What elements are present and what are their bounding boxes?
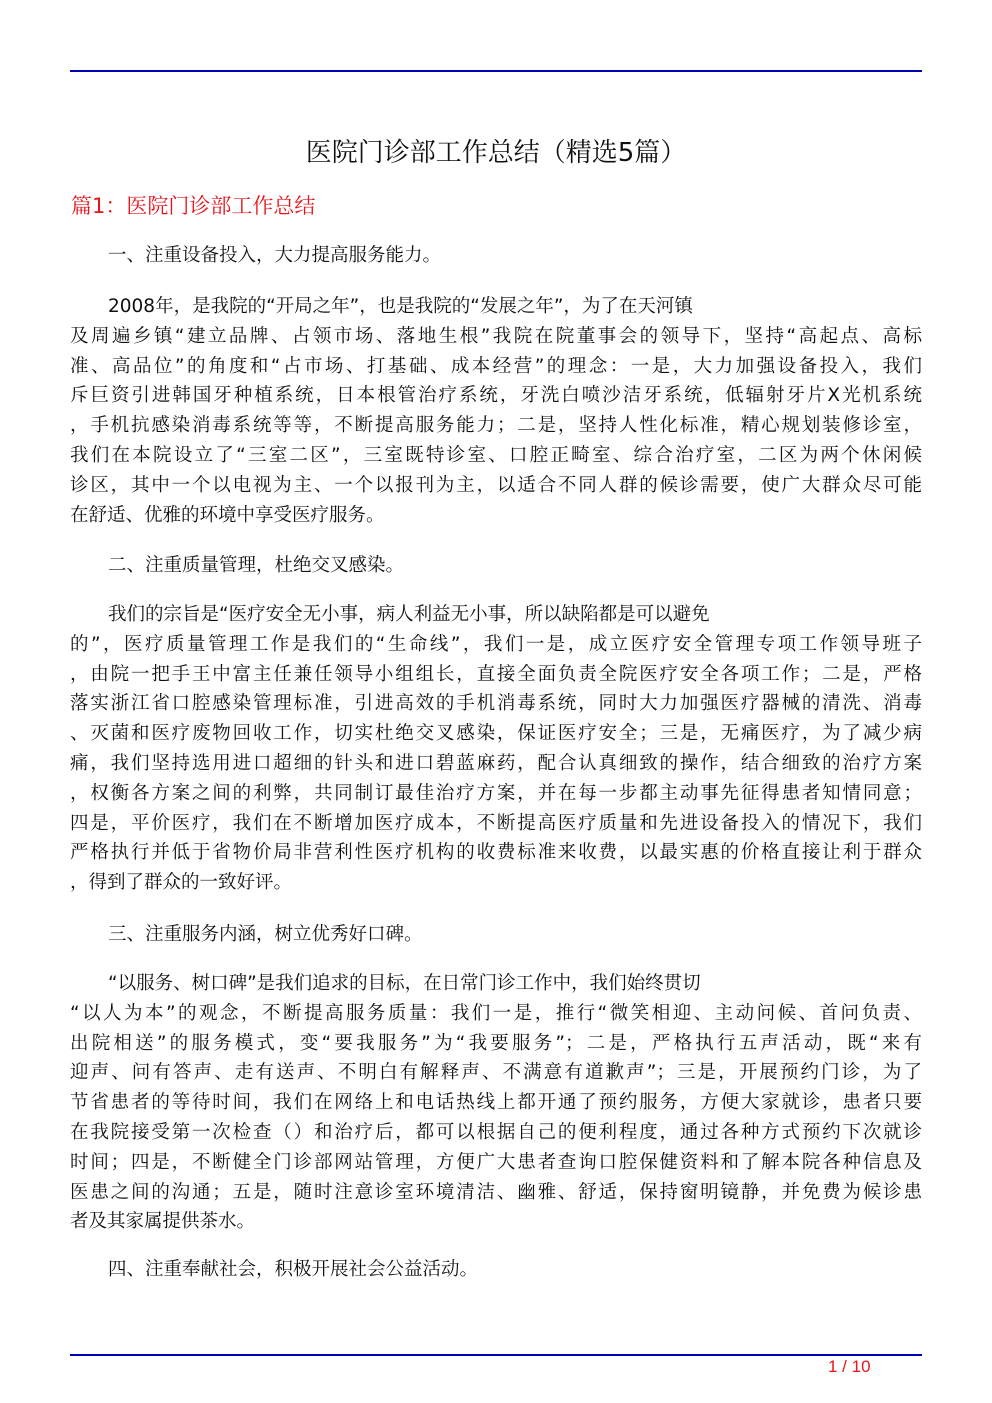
- section-paragraph-3: [70, 969, 922, 1237]
- section-heading-4: 四、注重奉献社会，积极开展社会公益活动。: [108, 1259, 479, 1280]
- section-heading-3: 三、注重服务内涵，树立优秀好口碑。: [108, 924, 423, 945]
- page-indicator: 1 / 10: [828, 1357, 871, 1376]
- paragraph-line: 的”，医疗质量管理工作是我们的“生命线”，我们一是，成立医疗安全管理专项工作领导班子: [70, 633, 922, 655]
- paragraph-line: 出院相送”的服务模式，变“要我服务”为“我要服务”；二是，严格执行五声活动，既“来有: [70, 1032, 922, 1054]
- footer-rule: [70, 1354, 922, 1356]
- paragraph-line: ，权衡各方案之间的利弊，共同制订最佳治疗方案，并在每一步都主动事先征得患者知情同意；: [70, 782, 922, 804]
- paragraph-line: 我们在本院设立了“三室二区”，三室既特诊室、口腔正畸室、综合治疗室，二区为两个休闲候: [70, 444, 922, 466]
- section-heading-2: 二、注重质量管理，杜绝交叉感染。: [108, 555, 405, 576]
- paragraph-line: ，得到了群众的一致好评。: [70, 872, 293, 894]
- paragraph-line: ，手机抗感染消毒系统等等，不断提高服务能力；二是，坚持人性化标准，精心规划装修诊室，: [70, 415, 922, 437]
- paragraph-line: “以服务、树口碑”是我们追求的目标，在日常门诊工作中，我们始终贯切: [108, 973, 701, 994]
- paragraph-line: 诊区，其中一个以电视为主、一个以报刊为主，以适合不同人群的候诊需要，使广大群众尽可能: [70, 474, 922, 496]
- paragraph-line: 者及其家属提供茶水。: [70, 1211, 256, 1233]
- document-title: 医院门诊部工作总结（精选5篇）: [305, 138, 687, 168]
- paragraph-line: 在舒适、优雅的环境中享受医疗服务。: [70, 504, 385, 526]
- paragraph-line: 节省患者的等待时间，我们在网络上和电话热线上都开通了预约服务，方便大家就诊，患者只要: [70, 1092, 922, 1114]
- paragraph-line: 及周遍乡镇“建立品牌、占领市场、落地生根”我院在院董事会的领导下，坚持“高起点、高标: [70, 325, 922, 347]
- section-heading-1: 一、注重设备投入，大力提高服务能力。: [108, 245, 442, 266]
- paragraph-line: 斥巨资引进韩国牙种植系统，日本根管治疗系统，牙洗白喷沙洁牙系统，低辐射牙片X光机系统: [70, 385, 922, 407]
- paragraph-line: “以人为本”的观念，不断提高服务质量：我们一是，推行“微笑相迎、主动问候、首问负责、: [70, 1002, 922, 1024]
- paragraph-line: 四是，平价医疗，我们在不断增加医疗成本，不断提高医疗质量和先进设备投入的情况下，我们: [70, 812, 922, 834]
- paragraph-line: 严格执行并低于省物价局非营利性医疗机构的收费标准来收费，以最实惠的价格直接让利于群众: [70, 842, 922, 864]
- paragraph-line: 我们的宗旨是“医疗安全无小事，病人利益无小事，所以缺陷都是可以避免: [108, 604, 710, 625]
- header-rule: [70, 70, 922, 72]
- paragraph-line: 时间；四是，不断健全门诊部网站管理，方便广大患者查询口腔保健资料和了解本院各种信息及: [70, 1151, 922, 1173]
- paragraph-line: 落实浙江省口腔感染管理标准，引进高效的手机消毒系统，同时大力加强医疗器械的清洗、消毒: [70, 693, 922, 715]
- paragraph-line: 、灭菌和医疗废物回收工作，切实杜绝交叉感染，保证医疗安全；三是，无痛医疗，为了减少病: [70, 723, 922, 745]
- section-paragraph-1: [70, 292, 922, 530]
- paragraph-line: 迎声、问有答声、走有送声、不明白有解释声、不满意有道歉声”；三是，开展预约门诊，为了: [70, 1062, 922, 1084]
- section-paragraph-2: [70, 600, 922, 898]
- paragraph-line: 痛，我们坚持选用进口超细的针头和进口碧蓝麻药，配合认真细致的操作，结合细致的治疗方案: [70, 752, 922, 774]
- paragraph-line: 准、高品位”的角度和“占市场、打基础、成本经营”的理念：一是，大力加强设备投入，我们: [70, 355, 922, 377]
- article-heading: 篇1：医院门诊部工作总结: [71, 194, 316, 218]
- paragraph-line: ，由院一把手王中富主任兼任领导小组组长，直接全面负责全院医疗安全各项工作；二是，严格: [70, 663, 922, 685]
- paragraph-line: 在我院接受第一次检查（）和治疗后，都可以根据自己的便利程度，通过各种方式预约下次就诊: [70, 1121, 922, 1143]
- paragraph-line: 2008年，是我院的“开局之年”，也是我院的“发展之年”，为了在天河镇: [108, 296, 693, 317]
- paragraph-line: 医患之间的沟通；五是，随时注意诊室环境清洁、幽雅、舒适，保持窗明镜静，并免费为候诊患: [70, 1181, 922, 1203]
